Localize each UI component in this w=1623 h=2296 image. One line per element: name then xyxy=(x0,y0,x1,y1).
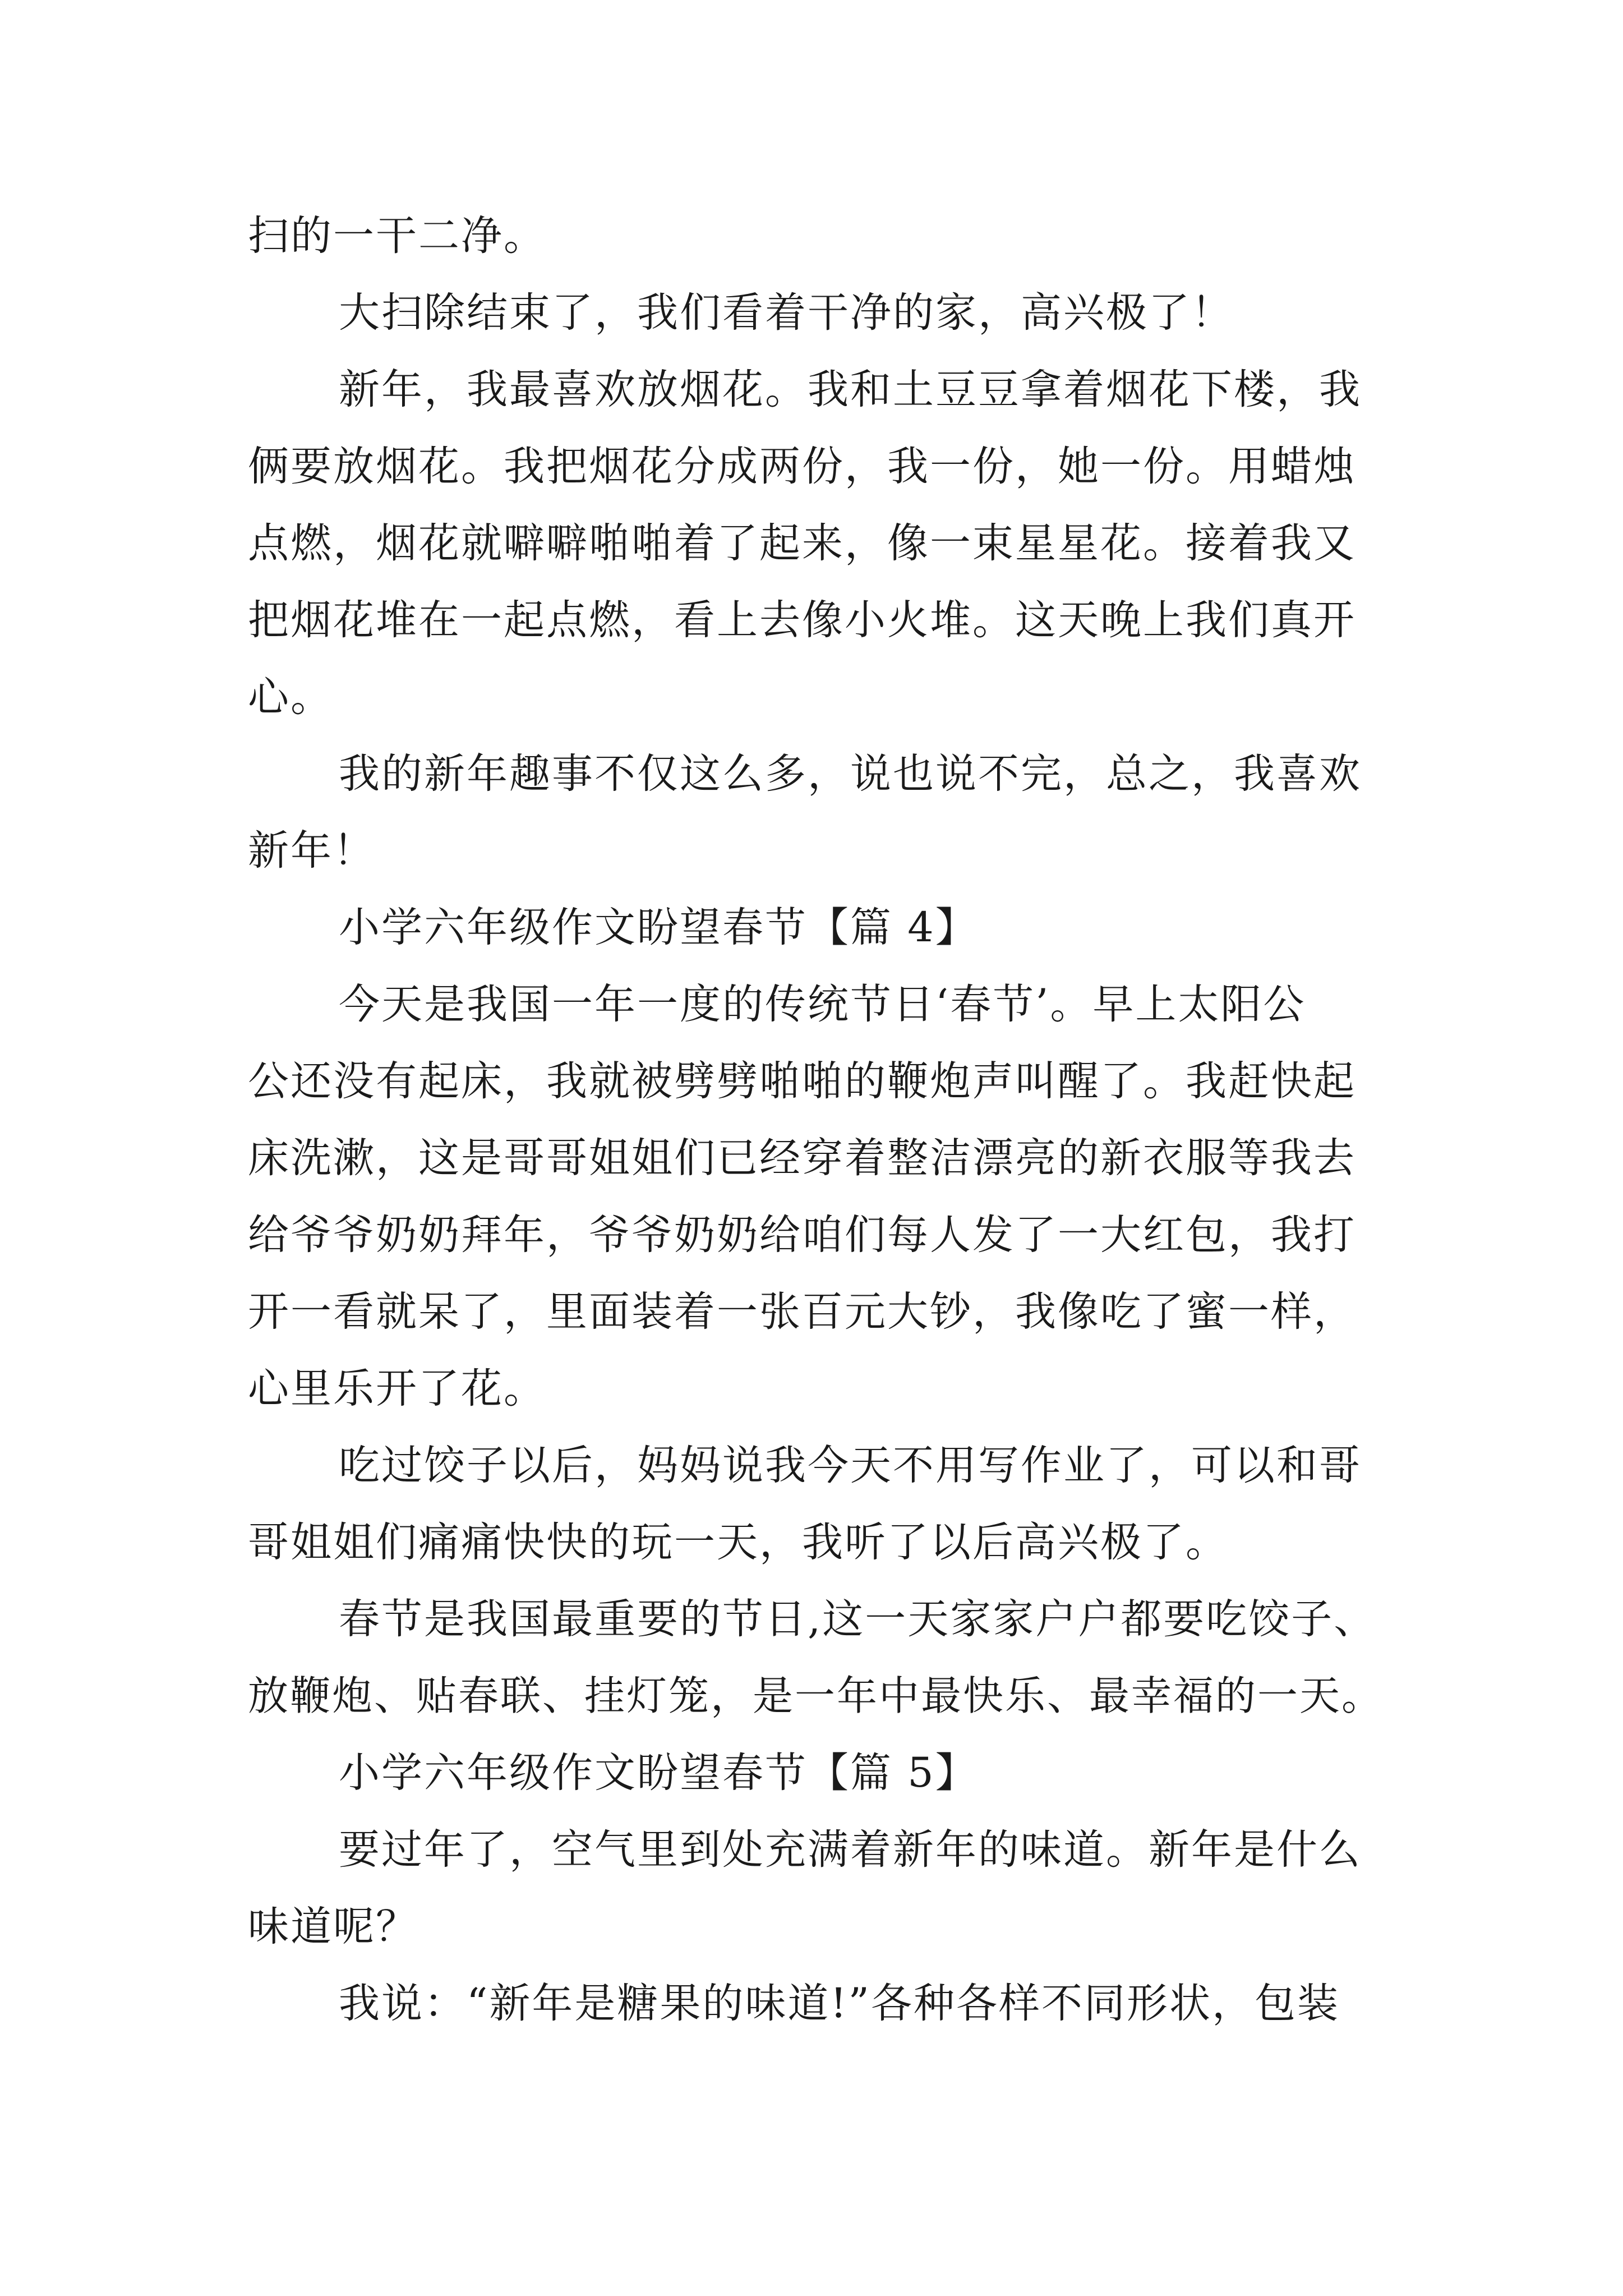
text-line: 点燃，烟花就噼噼啪啪着了起来，像一束星星花。接着我又 xyxy=(248,519,1356,567)
text-line: 床洗漱，这是哥哥姐姐们已经穿着整洁漂亮的新衣服等我去 xyxy=(248,1134,1356,1182)
text-line: 公还没有起床，我就被劈劈啪啪的鞭炮声叫醒了。我赶快起 xyxy=(248,1057,1356,1105)
text-line: 扫的一干二净。 xyxy=(248,212,546,260)
text-line: 俩要放烟花。我把烟花分成两份，我一份，她一份。用蜡烛 xyxy=(248,443,1356,490)
text-line: 心里乐开了花。 xyxy=(248,1365,546,1412)
section-heading: 小学六年级作文盼望春节【篇 4】 xyxy=(339,904,978,951)
text-line: 把烟花堆在一起点燃，看上去像小火堆。这天晚上我们真开 xyxy=(248,596,1356,644)
text-line: 给爷爷奶奶拜年，爷爷奶奶给咱们每人发了一大红包，我打 xyxy=(248,1211,1356,1259)
text-line: 大扫除结束了，我们看着干净的家，高兴极了！ xyxy=(339,289,1234,337)
text-line: 吃过饺子以后，妈妈说我今天不用写作业了，可以和哥 xyxy=(339,1442,1362,1489)
text-line: 新年！ xyxy=(248,827,376,875)
section-heading: 小学六年级作文盼望春节【篇 5】 xyxy=(339,1749,978,1797)
text-line: 我的新年趣事不仅这么多，说也说不完，总之，我喜欢 xyxy=(339,750,1362,798)
text-line: 新年，我最喜欢放烟花。我和土豆豆拿着烟花下楼，我 xyxy=(339,366,1362,413)
text-line: 要过年了，空气里到处充满着新年的味道。新年是什么 xyxy=(339,1826,1362,1874)
text-line: 开一看就呆了，里面装着一张百元大钞，我像吃了蜜一样， xyxy=(248,1288,1356,1336)
text-line: 放鞭炮、贴春联、挂灯笼，是一年中最快乐、最幸福的一天。 xyxy=(248,1672,1384,1719)
text-line: 哥姐姐们痛痛快快的玩一天，我听了以后高兴极了。 xyxy=(248,1519,1228,1566)
text-line: 春节是我国最重要的节日,这一天家家户户都要吃饺子、 xyxy=(339,1595,1377,1643)
document-body xyxy=(248,197,1395,2042)
text-line: 心。 xyxy=(248,673,333,721)
text-line: 味道呢？ xyxy=(248,1903,418,1950)
text-line: 我说：“新年是糖果的味道!”各种各样不同形状，包装 xyxy=(339,1980,1340,2027)
text-line: 今天是我国一年一度的传统节日‘春节’。早上太阳公 xyxy=(339,981,1306,1028)
